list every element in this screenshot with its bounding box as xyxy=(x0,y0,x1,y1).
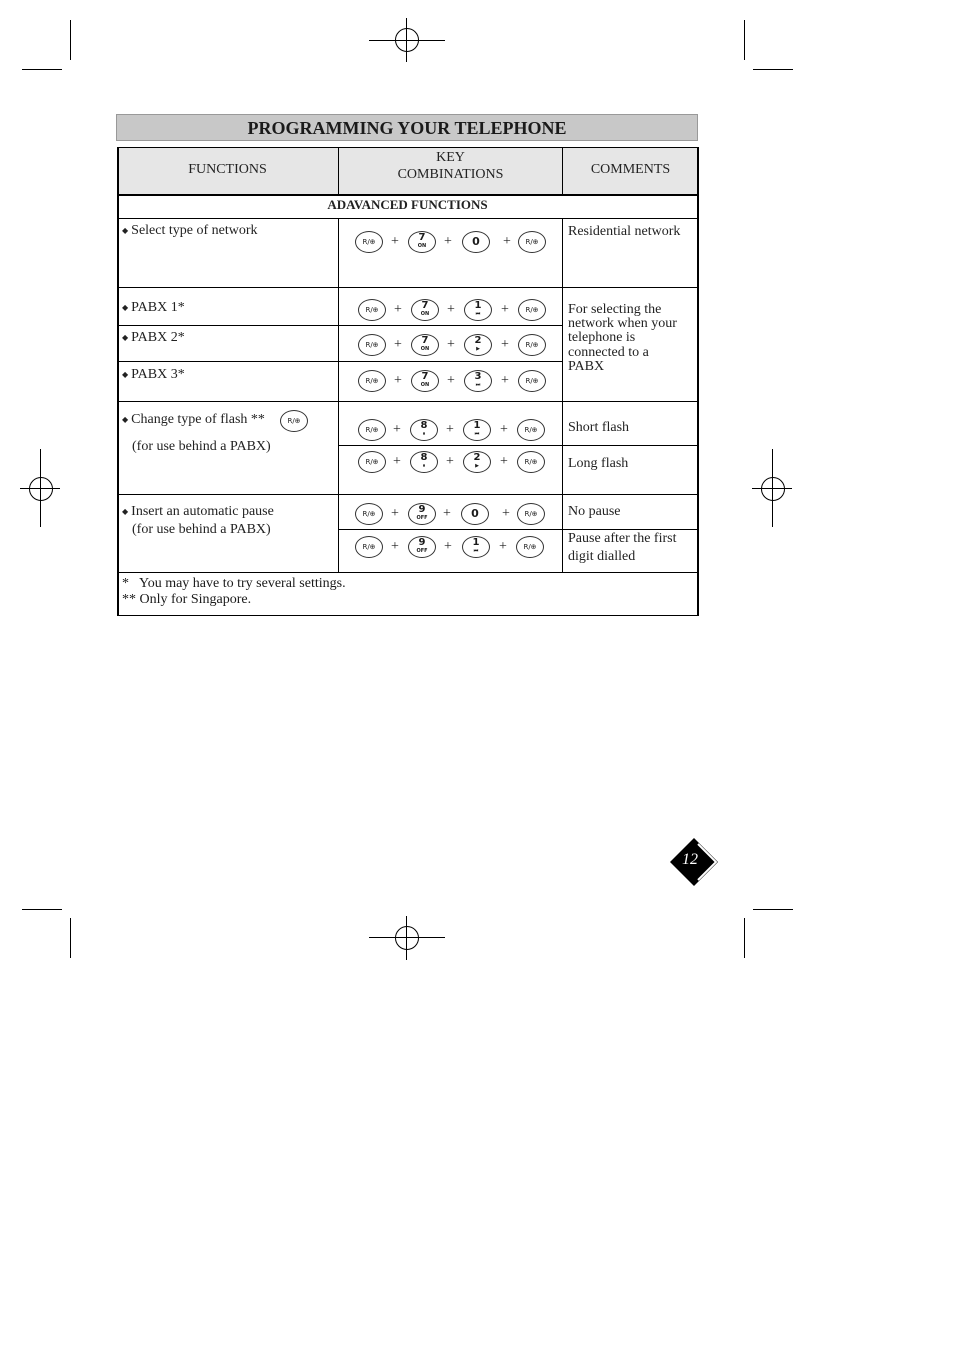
registration-line xyxy=(406,916,407,960)
key-7-icon: 7 ON xyxy=(411,370,439,392)
crop-mark xyxy=(22,909,62,910)
page-number-badge xyxy=(668,836,720,888)
comment-residential: Residential network xyxy=(568,224,681,239)
comment-pause-first: digit dialled xyxy=(568,549,636,564)
r-key-icon: R/⊕ xyxy=(517,419,545,441)
page-number: 12 xyxy=(682,851,698,868)
programming-table xyxy=(117,147,698,616)
r-key-icon: R/⊕ xyxy=(518,370,546,392)
r-key-icon: R/⊕ xyxy=(355,231,383,253)
footnote-settings: * You may have to try several settings. xyxy=(122,576,346,591)
function-pabx1: ◆ PABX 1* xyxy=(122,300,185,315)
key-9-icon: 9 OFF xyxy=(408,503,436,525)
registration-line xyxy=(369,40,445,41)
header-key-line1: KEY xyxy=(436,150,465,165)
crop-mark xyxy=(753,909,793,910)
comment-short-flash: Short flash xyxy=(568,420,630,435)
plus-sign: + xyxy=(446,454,454,469)
r-key-icon: R/⊕ xyxy=(358,334,386,356)
registration-line xyxy=(369,937,445,938)
r-key-icon: R/⊕ xyxy=(358,451,386,473)
r-key-icon: R/⊕ xyxy=(518,231,546,253)
function-auto-pause: ◆ Insert an automatic pause xyxy=(122,504,274,519)
plus-sign: + xyxy=(502,506,510,521)
r-key-icon: R/⊕ xyxy=(358,419,386,441)
function-auto-pause-sub: (for use behind a PABX) xyxy=(132,522,271,537)
registration-line xyxy=(406,18,407,62)
plus-sign: + xyxy=(447,373,455,388)
plus-sign: + xyxy=(503,234,511,249)
crop-mark xyxy=(744,20,745,60)
key-8-icon: 8 ⏸ xyxy=(410,451,438,473)
key-1-icon: 1 ⏮ xyxy=(462,536,490,558)
registration-circle xyxy=(29,477,53,501)
r-key-icon: R/⊕ xyxy=(518,334,546,356)
plus-sign: + xyxy=(501,373,509,388)
plus-sign: + xyxy=(391,234,399,249)
header-functions: FUNCTIONS xyxy=(188,162,267,177)
crop-mark xyxy=(22,69,62,70)
plus-sign: + xyxy=(499,539,507,554)
plus-sign: + xyxy=(501,302,509,317)
plus-sign: + xyxy=(501,337,509,352)
key-2-icon: 2 ▶ xyxy=(464,334,492,356)
plus-sign: + xyxy=(447,337,455,352)
page-title: PROGRAMMING YOUR TELEPHONE xyxy=(116,114,698,141)
plus-sign: + xyxy=(391,506,399,521)
registration-circle xyxy=(395,926,419,950)
plus-sign: + xyxy=(443,506,451,521)
key-7-icon: 7 ON xyxy=(411,299,439,321)
comment-no-pause: No pause xyxy=(568,504,621,519)
section-title: ADAVANCED FUNCTIONS xyxy=(327,197,488,212)
crop-mark xyxy=(744,918,745,958)
registration-line xyxy=(772,449,773,527)
r-key-icon: R/⊕ xyxy=(517,503,545,525)
comment-pabx-line: network when your xyxy=(568,316,677,331)
r-key-icon: R/⊕ xyxy=(358,299,386,321)
key-8-icon: 8 ⏸ xyxy=(410,419,438,441)
key-0-icon: 0 xyxy=(461,503,489,525)
key-7-icon: 7 ON xyxy=(408,231,436,253)
plus-sign: + xyxy=(391,539,399,554)
plus-sign: + xyxy=(500,422,508,437)
key-3-icon: 3 ⏭ xyxy=(464,370,492,392)
key-1-icon: 1 ⏮ xyxy=(463,419,491,441)
comment-pabx-line: For selecting the xyxy=(568,302,662,317)
key-2-icon: 2 ▶ xyxy=(463,451,491,473)
function-pabx2: ◆ PABX 2* xyxy=(122,330,185,345)
plus-sign: + xyxy=(446,422,454,437)
comment-long-flash: Long flash xyxy=(568,456,629,471)
plus-sign: + xyxy=(447,302,455,317)
plus-sign: + xyxy=(393,422,401,437)
comment-pabx-line: telephone is xyxy=(568,330,636,345)
registration-circle xyxy=(761,477,785,501)
plus-sign: + xyxy=(444,234,452,249)
r-key-icon: R/⊕ xyxy=(355,536,383,558)
plus-sign: + xyxy=(394,302,402,317)
crop-mark xyxy=(753,69,793,70)
r-key-icon: R/⊕ xyxy=(355,503,383,525)
crop-mark xyxy=(70,20,71,60)
footnote-singapore: ** Only for Singapore. xyxy=(122,592,252,607)
key-7-icon: 7 ON xyxy=(411,334,439,356)
r-key-icon: R/⊕ xyxy=(358,370,386,392)
plus-sign: + xyxy=(394,373,402,388)
r-key-icon: R/⊕ xyxy=(518,299,546,321)
function-change-flash-sub: (for use behind a PABX) xyxy=(132,439,271,454)
comment-pabx-line: connected to a xyxy=(568,345,649,360)
r-key-icon: R/⊕ xyxy=(516,536,544,558)
r-key-icon: R/⊕ xyxy=(517,451,545,473)
function-select-network: ◆ Select type of network xyxy=(122,223,258,238)
header-comments: COMMENTS xyxy=(590,162,671,177)
plus-sign: + xyxy=(393,454,401,469)
function-pabx3: ◆ PABX 3* xyxy=(122,367,185,382)
registration-line xyxy=(40,449,41,527)
key-0-icon: 0 xyxy=(462,231,490,253)
comment-pause-first: Pause after the first xyxy=(568,531,677,546)
crop-mark xyxy=(70,918,71,958)
r-key-icon: R/⊕ xyxy=(280,410,308,432)
function-change-flash: ◆ Change type of flash ** xyxy=(122,412,265,427)
header-key-line2: COMBINATIONS xyxy=(397,167,504,182)
plus-sign: + xyxy=(394,337,402,352)
plus-sign: + xyxy=(500,454,508,469)
plus-sign: + xyxy=(444,539,452,554)
comment-pabx-line: PABX xyxy=(568,359,605,374)
key-1-icon: 1 ⏮ xyxy=(464,299,492,321)
key-9-icon: 9 OFF xyxy=(408,536,436,558)
